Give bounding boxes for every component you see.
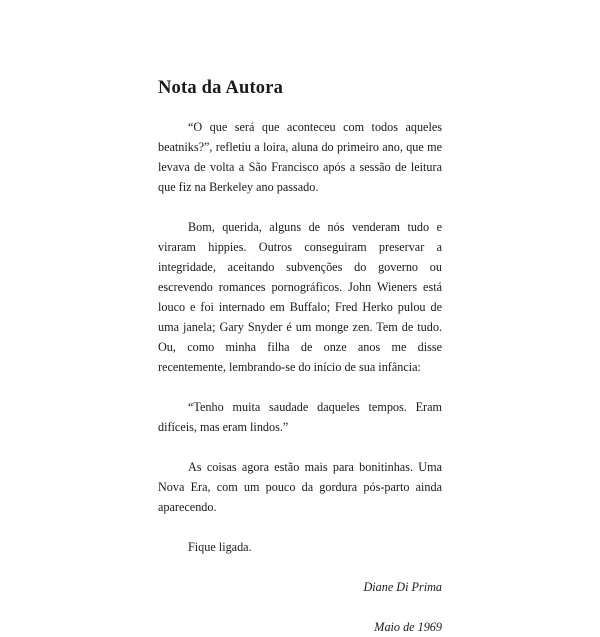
paragraph-5: Fique ligada. bbox=[188, 540, 252, 554]
author-signature: Diane Di Prima bbox=[363, 580, 442, 594]
note-body bbox=[158, 117, 442, 637]
paragraph-4: As coisas agora estão mais para bonitinhas. Uma Nova Era, com um pouco da gordura pós-parto ainda aparecendo. bbox=[158, 460, 442, 514]
page-title: Nota da Autora bbox=[158, 78, 284, 98]
paragraph-1: “O que será que aconteceu com todos aqueles beatniks?”, refletiu a loira, aluna do primeiro ano, que me levava de volta a São Francisco após a sessão de leitura que fiz na Berkeley ano passado. bbox=[158, 120, 442, 194]
signature-date: Maio de 1969 bbox=[374, 620, 442, 634]
paragraph-3: “Tenho muita saudade daqueles tempos. Eram difíceis, mas eram lindos.” bbox=[158, 400, 442, 434]
paragraph-2: Bom, querida, alguns de nós venderam tudo e viraram hippies. Outros conseguiram preservar a integridade, aceitando subvenções do governo ou escrevendo romances pornográficos. John Wieners está louco e foi internado em Buffalo; Fred Herko pulou de uma janela; Gary Snyder é um monge zen. Tem de tudo. Ou, como minha filha de onze anos me disse recentemente, lembrando-se do início de sua infância: bbox=[158, 220, 442, 374]
